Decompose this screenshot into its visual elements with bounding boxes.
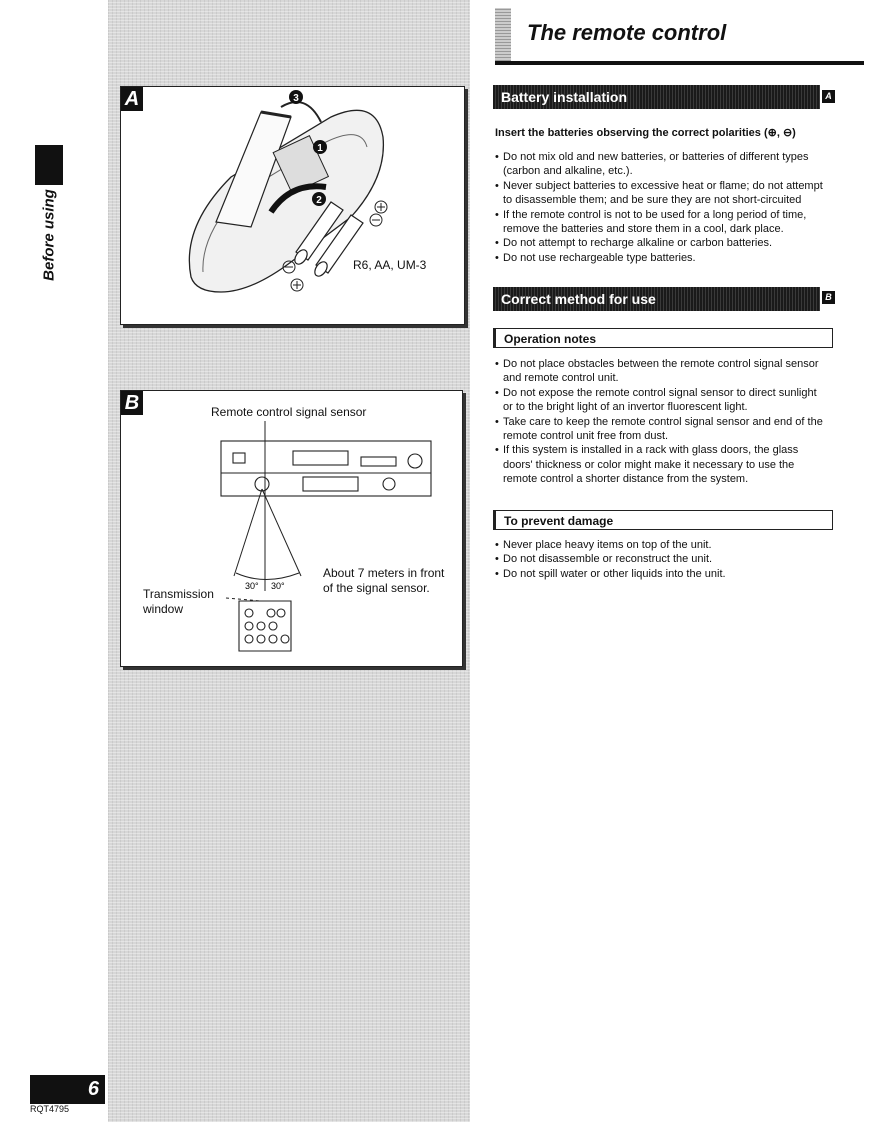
title-rule [495,61,864,65]
distance-label [323,566,444,596]
list-item-cont: or to the bright light of an invertor fluorescent light. [503,401,748,414]
list-item: • Do not mix old and new batteries, or batteries of different types [495,150,823,164]
list-item-cont: to disassemble them; and be sure they are not short-circuited [503,194,802,207]
step-3-label: 3 [293,93,299,104]
title-accent-bar [495,8,511,64]
angle-right-label: 30° [271,581,285,591]
transmission-label-line1: Transmission [143,587,214,601]
distance-line1: About 7 meters in front [323,566,445,580]
battery-installation-heading: Battery installation [493,85,820,109]
page-number: 6 [30,1075,105,1104]
page-title: The remote control [527,20,727,45]
figure-b [120,390,463,667]
list-item: • Do not spill water or other liquids into the unit. [495,567,726,581]
prevent-damage-heading: To prevent damage [493,510,833,530]
model-code: RQT4795 [30,1104,70,1114]
remote-unit [239,601,291,651]
list-item-cont: (carbon and alkaline, etc.). [503,165,633,178]
correct-method-heading: Correct method for use [493,287,820,311]
battery-type-label: R6, AA, UM-3 [353,258,427,272]
battery-bullets [495,150,823,265]
list-item-cont: doors' thickness or color might make it necessary to use the [503,458,795,471]
list-item: • Do not expose the remote control signal sensor to direct sunlight [495,386,823,400]
battery-section-letter: A [822,90,835,103]
list-item: • Do not use rechargeable type batteries. [495,251,823,265]
damage-bullets [495,538,726,581]
figure-a-letter: A [121,87,143,111]
step-2-label: 2 [316,195,322,206]
figure-b-letter: B [121,391,143,415]
list-item: • Do not disassemble or reconstruct the unit. [495,552,726,566]
distance-line2: of the signal sensor. [323,581,430,595]
transmission-window-label [143,587,214,617]
side-tab [35,185,63,285]
side-tab-label: Before using [40,189,58,281]
transmission-label-line2: window [143,602,184,616]
list-item-cont: remote control a shorter distance from the system. [503,473,749,486]
list-item: • Do not place obstacles between the remote control signal sensor [495,357,823,371]
list-item: • If the remote control is not to be used for a long period of time, [495,208,823,222]
remote-battery-illustration [121,87,464,324]
battery-instruction: Insert the batteries observing the correct polarities (⊕, ⊖) [495,127,796,139]
list-item-cont: remove the batteries and store them in a cool, dark place. [503,223,784,236]
side-tab-marker [35,145,63,185]
use-section-letter: B [822,291,835,304]
list-item: • Never subject batteries to excessive heat or flame; do not attempt [495,179,823,193]
list-item: • Do not attempt to recharge alkaline or carbon batteries. [495,236,823,250]
list-item: • If this system is installed in a rack with glass doors, the glass [495,443,823,457]
step-1-label: 1 [317,143,323,154]
operation-bullets [495,357,823,487]
list-item-cont: and remote control unit. [503,372,619,385]
operation-notes-heading: Operation notes [493,328,833,348]
angle-left-label: 30° [245,581,259,591]
sensor-label: Remote control signal sensor [211,405,367,419]
list-item: • Never place heavy items on top of the unit. [495,538,726,552]
signal-range-illustration [121,391,462,666]
figure-a [120,86,465,325]
list-item: • Take care to keep the remote control signal sensor and end of the [495,415,823,429]
list-item-cont: remote control unit free from dust. [503,430,669,443]
stereo-unit [221,441,431,496]
